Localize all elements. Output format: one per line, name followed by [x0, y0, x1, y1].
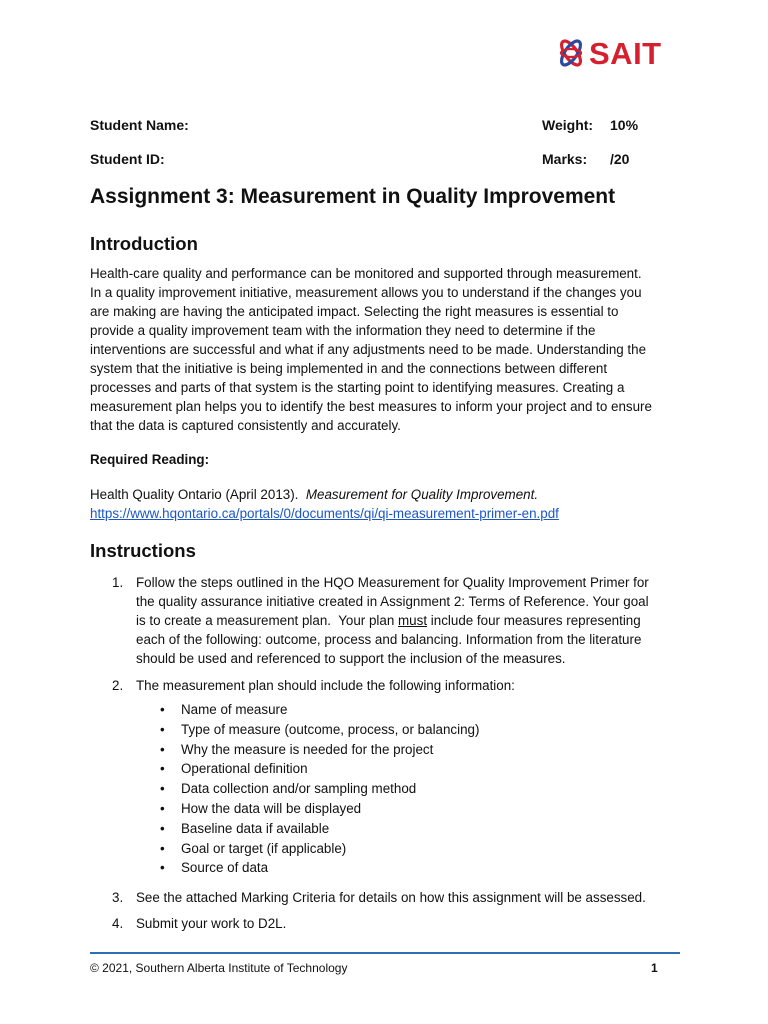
intro-line: system that the initiative is being implemented in and the connections between different	[90, 361, 608, 376]
bullet-glyph: •	[160, 840, 165, 856]
item-number: 1.	[112, 575, 124, 590]
intro-line: that the data is captured consistently and accurately.	[90, 418, 401, 433]
bullet-glyph: •	[160, 860, 165, 876]
item1-line-end: include four measures representing	[427, 613, 641, 628]
reference-title: Measurement for Quality Improvement.	[305, 487, 539, 502]
item3-text: See the attached Marking Criteria for details on how this assignment will be assessed.	[136, 890, 646, 905]
intro-line: In a quality improvement initiative, measurement allows you to understand if the changes you	[90, 285, 642, 300]
item1-line: Follow the steps outlined in the HQO Measurement for Quality Improvement Primer for	[136, 575, 649, 590]
logo-text: SAIT	[589, 35, 662, 71]
bullet-glyph: •	[160, 761, 165, 777]
marks-label: Marks:	[542, 151, 588, 167]
list-item: • How the data will be displayed	[160, 799, 479, 819]
must-emphasis: must	[398, 613, 428, 628]
item1-line: the quality assurance initiative created in Assignment 2: Terms of Reference. Your goal	[136, 594, 649, 609]
list-item: • Type of measure (outcome, process, or balancing)	[160, 720, 479, 740]
footer-copyright: © 2021, Southern Alberta Institute of Technology	[90, 961, 348, 975]
bullet-glyph: •	[160, 702, 165, 717]
page-title: Assignment 3: Measurement in Quality Improvement	[90, 185, 616, 208]
weight-label: Weight:	[542, 117, 594, 133]
sait-knot-icon	[556, 36, 586, 70]
intro-line: measurement plan helps you to identify the best measures to inform your project and to ensure	[90, 399, 652, 414]
intro-line: are making are having the anticipated impact. Selecting the right measures is essential to	[90, 304, 619, 319]
item2-text: The measurement plan should include the following information:	[136, 678, 515, 693]
reference-citation: Health Quality Ontario (April 2013).	[90, 487, 306, 502]
list-item: • Source of data	[160, 858, 479, 878]
required-reading-reference	[90, 485, 559, 523]
marks-value: /20	[610, 151, 630, 167]
bullet-glyph: •	[160, 741, 165, 757]
item1-line: is to create a measurement plan. Your plan	[136, 613, 399, 628]
weight-value: 10%	[610, 117, 639, 133]
measurement-plan-list	[160, 700, 479, 878]
list-item: • Data collection and/or sampling method	[160, 779, 479, 799]
item-number: 2.	[112, 678, 124, 693]
item1-line: each of the following: outcome, process and balancing. Information from the literature	[136, 632, 642, 647]
intro-line: Health-care quality and performance can be monitored and supported through measurement.	[90, 266, 642, 281]
list-item: • Operational definition	[160, 759, 479, 779]
footer-page-number: 1	[651, 961, 658, 975]
bullet-glyph: •	[160, 820, 165, 836]
bullet-glyph: •	[160, 800, 165, 816]
intro-line: processes and parts of that system is the starting point to identifying measures. Creating a	[90, 380, 625, 395]
introduction-heading: Introduction	[90, 233, 198, 254]
intro-line: provide a quality improvement team with the information they need to determine if the	[90, 323, 596, 338]
student-id-label: Student ID:	[90, 151, 165, 167]
list-item: • Why the measure is needed for the project	[160, 740, 479, 760]
instructions-heading: Instructions	[90, 540, 196, 561]
reference-link[interactable]: https://www.hqontario.ca/portals/0/documents/qi/qi-measurement-primer-en.pdf	[90, 506, 559, 521]
list-item: • Baseline data if available	[160, 819, 479, 839]
bullet-glyph: •	[160, 781, 165, 797]
list-item: • Name of measure	[160, 700, 479, 720]
item4-text: Submit your work to D2L.	[136, 916, 287, 931]
item-number: 3.	[112, 890, 124, 905]
intro-line: interventions are successful and what if any adjustments need to be made. Understanding the	[90, 342, 647, 357]
bullet-glyph: •	[160, 721, 165, 737]
list-item: • Goal or target (if applicable)	[160, 839, 479, 859]
required-reading-label: Required Reading:	[90, 452, 210, 467]
student-name-label: Student Name:	[90, 117, 189, 133]
sait-logo	[556, 36, 662, 70]
item1-line: should be used and referenced to support the inclusion of the measures.	[136, 651, 566, 666]
introduction-paragraph	[90, 264, 652, 435]
item-number: 4.	[112, 916, 124, 931]
footer-divider	[90, 952, 680, 954]
